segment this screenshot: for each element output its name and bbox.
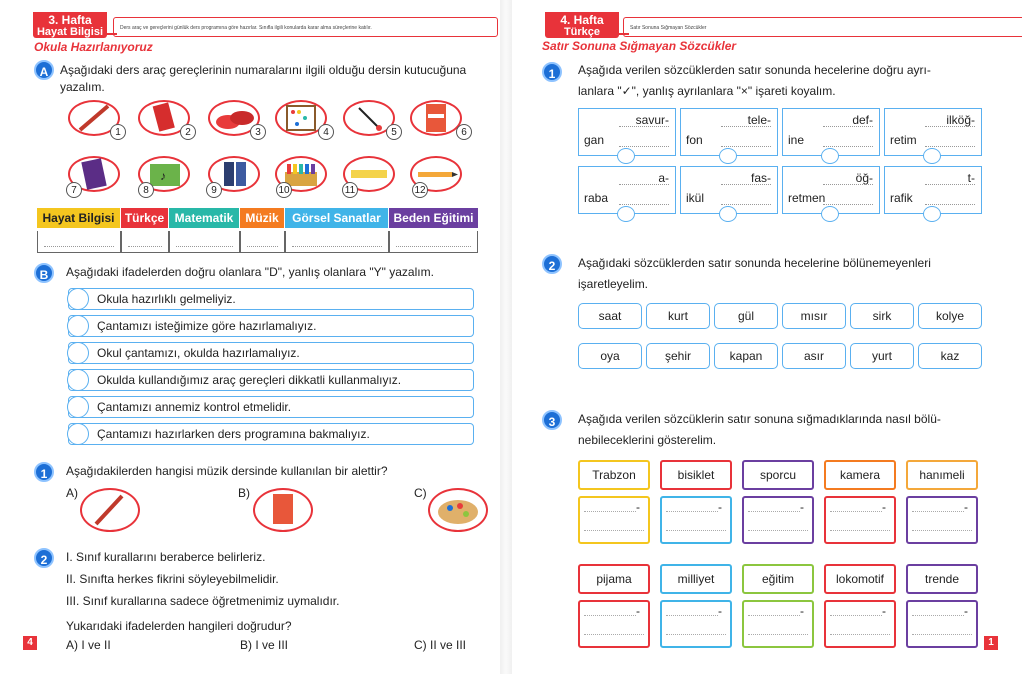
subject-name: Beden Eğitimi: [393, 211, 474, 225]
hyphen-word-box: [680, 166, 778, 214]
option-c-label[interactable]: C): [414, 486, 427, 500]
word: kapan: [729, 349, 763, 363]
answer-circle[interactable]: [67, 342, 89, 364]
word-box: [660, 460, 732, 490]
answer-circle[interactable]: [67, 396, 89, 418]
flute-icon: [82, 490, 138, 530]
subject-name: Hayat Bilgisi: [42, 211, 115, 225]
hyphenation-answer-box[interactable]: [660, 600, 732, 648]
statement-row: [68, 396, 474, 418]
word: eğitim: [761, 572, 794, 586]
item-turkish-book: [410, 100, 462, 136]
word: trende: [924, 572, 960, 586]
word-puzzle-piece[interactable]: [850, 303, 914, 329]
answer-circle[interactable]: [923, 206, 941, 222]
statement-line: I. Sınıf kurallarını beraberce belirleriz.: [66, 550, 266, 564]
hyphen-word-box: [782, 108, 880, 156]
option-c-palette[interactable]: [428, 488, 488, 532]
hyphenation-answer-box[interactable]: [824, 496, 896, 544]
question-2-badge: 2: [542, 254, 562, 274]
hyphen-mark: -: [882, 604, 886, 618]
option-b[interactable]: B) I ve III: [240, 638, 289, 652]
word-bottom: ikül: [686, 191, 705, 205]
answer-circle[interactable]: [67, 288, 89, 310]
word: hanımeli: [919, 468, 965, 482]
hyphenation-answer-box[interactable]: [742, 600, 814, 648]
word: milliyet: [677, 572, 715, 586]
answer-circle[interactable]: [719, 206, 737, 222]
page-number: 4: [23, 636, 37, 650]
hyphen-word-box: [578, 166, 676, 214]
word: mısır: [800, 309, 828, 323]
word-puzzle-piece[interactable]: [714, 303, 778, 329]
word-puzzle-piece[interactable]: [714, 343, 778, 369]
word: kurt: [667, 309, 688, 323]
item-number: 10: [276, 182, 292, 198]
item-number: 6: [456, 124, 472, 140]
word-box: [824, 460, 896, 490]
topic-bar: Satır Sonuna Sığmayan Sözcükler: [623, 17, 1022, 37]
answer-circle[interactable]: [821, 148, 839, 164]
word-top: fas-: [750, 171, 771, 185]
word: kaz: [940, 349, 960, 363]
item-number: 12: [412, 182, 428, 198]
hyphen-mark: -: [964, 500, 968, 514]
question-3-text-line2: nebileceklerini gösterelim.: [578, 433, 717, 447]
hyphen-mark: -: [800, 500, 804, 514]
left-page: [0, 0, 500, 674]
statement-text: Çantamızı annemiz kontrol etmelidir.: [97, 400, 292, 414]
option-a-label[interactable]: A): [66, 486, 78, 500]
hyphen-mark: -: [636, 500, 640, 514]
word: sporcu: [759, 468, 797, 482]
item-number: 9: [206, 182, 222, 198]
word-bottom: ine: [788, 133, 805, 147]
word: gül: [737, 309, 754, 323]
week-label: 4. Hafta: [560, 13, 604, 27]
subject-name: Matematik: [174, 211, 234, 225]
hyphen-word-box: [884, 108, 982, 156]
word-bottom: fon: [686, 133, 703, 147]
hyphenation-answer-box[interactable]: [824, 600, 896, 648]
subject-name: Müzik: [245, 211, 279, 225]
right-page: [512, 0, 1022, 674]
subject-header: [169, 208, 239, 228]
statement-line: III. Sınıf kurallarına sadece öğretmenimiz uymalıdır.: [66, 594, 340, 608]
subject-header: [240, 208, 284, 228]
turkish-book-icon: [255, 490, 311, 530]
word-puzzle-piece[interactable]: [918, 303, 982, 329]
hyphen-mark: -: [964, 604, 968, 618]
item-number: 4: [318, 124, 334, 140]
hyphenation-answer-box[interactable]: [742, 496, 814, 544]
answer-cell[interactable]: [121, 231, 169, 253]
hyphenation-answer-box[interactable]: [906, 496, 978, 544]
word: Trabzon: [592, 468, 636, 482]
word: saat: [598, 309, 622, 323]
section-a-badge: A: [34, 60, 54, 80]
word: pijama: [596, 572, 632, 586]
word-puzzle-piece[interactable]: [646, 343, 710, 369]
statement-row: [68, 315, 474, 337]
hyphenation-answer-box[interactable]: [660, 496, 732, 544]
answer-cell[interactable]: [169, 231, 240, 253]
word: şehir: [664, 349, 691, 363]
subject-name: Görsel Sanatlar: [292, 211, 381, 225]
statement-line: II. Sınıfta herkes fikrini söyleyebilmelidir.: [66, 572, 279, 586]
word-bottom: retim: [890, 133, 917, 147]
section-a-instruction: Aşağıdaki ders araç gereçlerinin numaralarını ilgili olduğu dersin kutucuğuna yazalım.: [60, 63, 467, 94]
word: oya: [600, 349, 620, 363]
section-b-instruction: Aşağıdaki ifadelerden doğru olanlara "D", yanlış olanlara "Y" yazalım.: [66, 265, 434, 279]
statement-text: Çantamızı isteğimize göre hazırlamalıyız.: [97, 319, 317, 333]
question-3-badge: 3: [542, 410, 562, 430]
question-1-text-line1: Aşağıda verilen sözcüklerden satır sonunda hecelerine doğru ayrı-: [578, 63, 931, 77]
subject-name: Türkçe: [124, 211, 165, 225]
item-number: 7: [66, 182, 82, 198]
hyphenation-answer-box[interactable]: [578, 600, 650, 648]
question-2-text-line1: Aşağıdaki sözcüklerden satır sonunda hecelerine bölünemeyenleri: [578, 256, 931, 270]
subject-header: [37, 208, 120, 228]
question-1-badge: 1: [542, 62, 562, 82]
question-3-text-line1: Aşağıda verilen sözcüklerin satır sonuna sığmadıklarında nasıl bölü-: [578, 412, 941, 426]
word-bottom: rafik: [890, 191, 913, 205]
answer-circle[interactable]: [617, 206, 635, 222]
subject-header: [389, 208, 478, 228]
page-gutter: [500, 0, 512, 674]
hyphen-word-box: [578, 108, 676, 156]
option-a[interactable]: A) I ve II: [66, 638, 111, 652]
option-c[interactable]: C) II ve III: [414, 638, 467, 652]
word-top: öğ-: [855, 171, 873, 185]
statement-row: [68, 423, 474, 445]
word-bottom: raba: [584, 191, 609, 205]
option-b-label[interactable]: B): [238, 486, 250, 500]
word: lokomotif: [835, 572, 885, 586]
statement-row: [68, 288, 474, 310]
word-puzzle-piece[interactable]: [578, 303, 642, 329]
word-top: t-: [967, 171, 975, 185]
statement-text: Okul çantamızı, okulda hazırlamalıyız.: [97, 346, 300, 360]
word-top: tele-: [747, 113, 771, 127]
word-box: [660, 564, 732, 594]
statement-text: Okula hazırlıklı gelmeliyiz.: [97, 292, 236, 306]
answer-cell[interactable]: [37, 231, 121, 253]
answer-circle[interactable]: [719, 148, 737, 164]
answer-circle[interactable]: [67, 369, 89, 391]
answer-cell[interactable]: [285, 231, 389, 253]
subject-label: Hayat Bilgisi: [36, 26, 104, 38]
word-box: [824, 564, 896, 594]
section-b-badge: B: [34, 263, 54, 283]
word: sirk: [872, 309, 892, 323]
hyphenation-answer-box[interactable]: [578, 496, 650, 544]
week-tab: [545, 12, 619, 38]
hyphen-word-box: [680, 108, 778, 156]
question-2-badge: 2: [34, 548, 54, 568]
week-tab: [33, 12, 107, 38]
question-2-text: Yukarıdaki ifadelerden hangileri doğrudur?: [66, 619, 292, 633]
word-puzzle-piece[interactable]: [918, 343, 982, 369]
statement-row: [68, 369, 474, 391]
word: kolye: [935, 309, 964, 323]
word-top: a-: [658, 171, 669, 185]
subject-header: [285, 208, 388, 228]
statement-row: [68, 342, 474, 364]
item-number: 1: [110, 124, 126, 140]
option-a-flute[interactable]: [80, 488, 140, 532]
page-subtitle: Okula Hazırlanıyoruz: [34, 40, 153, 54]
hyphen-word-box: [782, 166, 880, 214]
hyphen-mark: -: [636, 604, 640, 618]
item-number: 3: [250, 124, 266, 140]
word-top: def-: [852, 113, 873, 127]
subject-label: Türkçe: [563, 26, 601, 38]
palette-icon: [430, 490, 486, 530]
item-number: 11: [342, 182, 358, 198]
question-1-text: Aşağıdakilerden hangisi müzik dersinde kullanılan bir alettir?: [66, 464, 388, 478]
word-puzzle-piece[interactable]: [850, 343, 914, 369]
option-b-book[interactable]: [253, 488, 313, 532]
word: asır: [803, 349, 824, 363]
week-label: 3. Hafta: [48, 13, 92, 27]
hyphen-word-box: [884, 166, 982, 214]
statement-text: Çantamızı hazırlarken ders programına bakmalıyız.: [97, 427, 370, 441]
item-number: 2: [180, 124, 196, 140]
item-number: 8: [138, 182, 154, 198]
turkish-book-icon: [412, 102, 460, 134]
word-box: [742, 460, 814, 490]
page-subtitle: Satır Sonuna Sığmayan Sözcükler: [542, 39, 737, 53]
hyphen-mark: -: [882, 500, 886, 514]
word-top: savur-: [635, 113, 669, 127]
word-puzzle-piece[interactable]: [578, 343, 642, 369]
word-top: ilköğ-: [946, 113, 975, 127]
learning-outcome-bar: Ders araç ve gereçlerini günlük ders programına göre hazırlar. Sınıfla ilgili konularda karar alma süreçlerine katılır.: [113, 17, 498, 37]
svg-text:♪: ♪: [160, 169, 166, 183]
word-bottom: retmen: [788, 191, 826, 205]
question-1-badge: 1: [34, 462, 54, 482]
word-puzzle-piece[interactable]: [782, 303, 846, 329]
word-puzzle-piece[interactable]: [646, 303, 710, 329]
answer-circle[interactable]: [923, 148, 941, 164]
word-bottom: gan: [584, 133, 605, 147]
subject-header: [121, 208, 168, 228]
answer-circle[interactable]: [67, 315, 89, 337]
page-number: 1: [984, 636, 998, 650]
answer-circle[interactable]: [617, 148, 635, 164]
item-number: 5: [386, 124, 402, 140]
word-box: [906, 460, 978, 490]
question-2-text-line2: işaretleyelim.: [578, 277, 649, 291]
hyphen-mark: -: [718, 500, 722, 514]
word-puzzle-piece[interactable]: [782, 343, 846, 369]
word-box: [906, 564, 978, 594]
word: bisiklet: [677, 468, 715, 482]
question-1-text-line2: lanlara "✓", yanlış ayrılanlara "×" işareti koyalım.: [578, 84, 836, 98]
answer-circle[interactable]: [821, 206, 839, 222]
hyphen-mark: -: [718, 604, 722, 618]
answer-circle[interactable]: [67, 423, 89, 445]
word: kamera: [839, 468, 880, 482]
statement-text: Okulda kullandığımız araç gereçleri dikkatli kullanmalıyız.: [97, 373, 402, 387]
hyphenation-answer-box[interactable]: [906, 600, 978, 648]
word-box: [578, 564, 650, 594]
hyphen-mark: -: [800, 604, 804, 618]
word-box: [578, 460, 650, 490]
word: yurt: [871, 349, 892, 363]
answer-cell[interactable]: [240, 231, 285, 253]
answer-cell[interactable]: [389, 231, 478, 253]
word-box: [742, 564, 814, 594]
